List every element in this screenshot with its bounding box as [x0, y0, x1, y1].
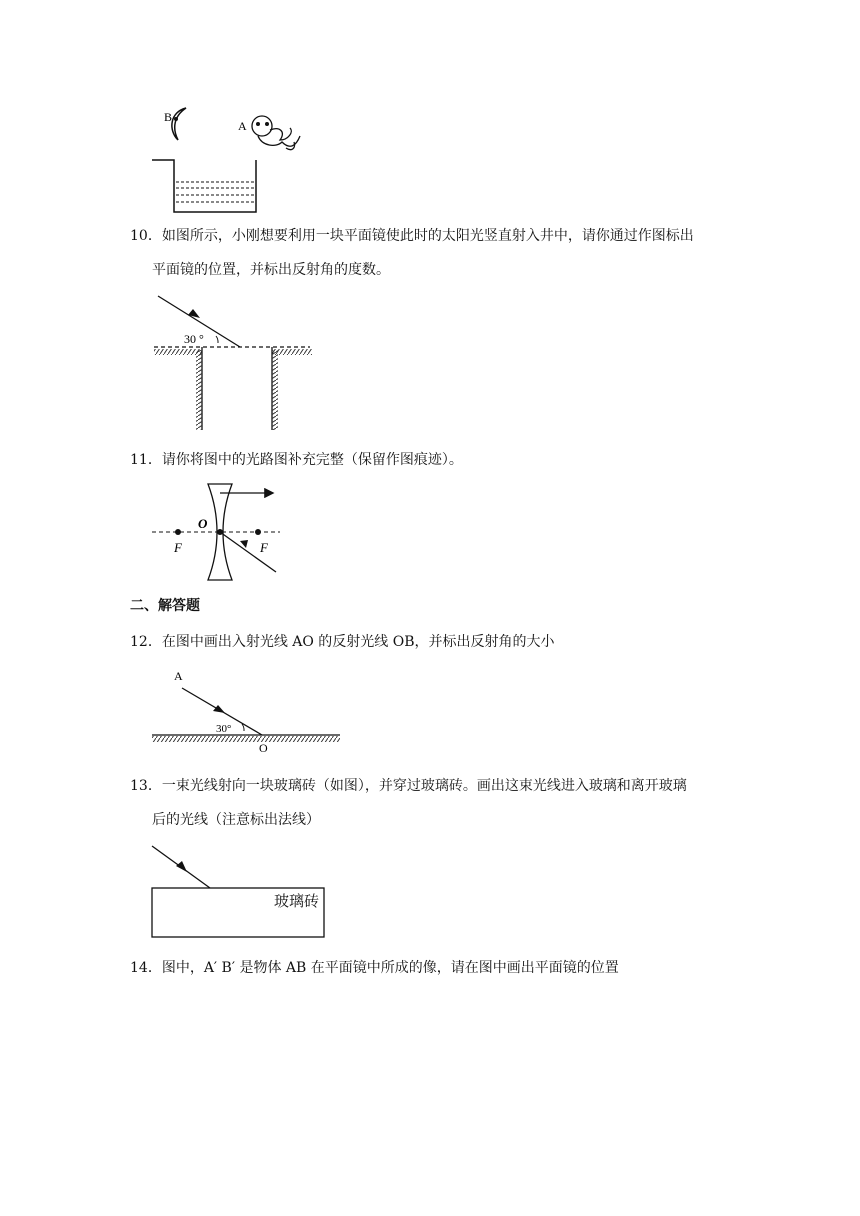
q9-well: [152, 160, 256, 212]
q11-label-f-left: F: [174, 540, 182, 555]
q12-label-o: O: [259, 741, 268, 755]
q12-angle-label: 30°: [216, 723, 232, 735]
q12-figure: [152, 669, 340, 755]
question-14-line1: 14．图中，A′ B′ 是物体 AB 在平面镜中所成的像，请在图中画出平面镜的位置: [130, 960, 619, 976]
question-13-line1: 13．一束光线射向一块玻璃砖（如图），并穿过玻璃砖。画出这束光线进入玻璃和离开玻璃: [130, 778, 687, 794]
q9-moon-icon: [164, 108, 186, 140]
q11-figure: [152, 484, 280, 580]
question-13-line2: 后的光线（注意标出法线）: [152, 812, 320, 828]
question-11-line1: 11．请你将图中的光路图补充完整（保留作图痕迹）。: [130, 452, 463, 468]
q9-label-b: B: [164, 110, 173, 124]
question-10-line2: 平面镜的位置，并标出反射角的度数。: [152, 262, 390, 278]
q12-label-a: A: [174, 669, 183, 683]
section-heading: 二、解答题: [130, 598, 200, 614]
q9-monkey-icon: [238, 116, 300, 150]
question-10-line1: 10．如图所示，小刚想要利用一块平面镜使此时的太阳光竖直射入井中，请你通过作图标出: [130, 228, 694, 244]
q13-glass-brick-label: 玻璃砖: [274, 892, 320, 910]
q10-figure: [154, 296, 312, 430]
q11-label-o: O: [198, 516, 208, 531]
q9-label-a: A: [238, 119, 247, 133]
question-12-line1: 12．在图中画出入射光线 AO 的反射光线 OB，并标出反射角的大小: [130, 634, 555, 650]
q11-label-f-right: F: [260, 540, 268, 555]
q10-angle-label: 30 °: [184, 332, 204, 346]
